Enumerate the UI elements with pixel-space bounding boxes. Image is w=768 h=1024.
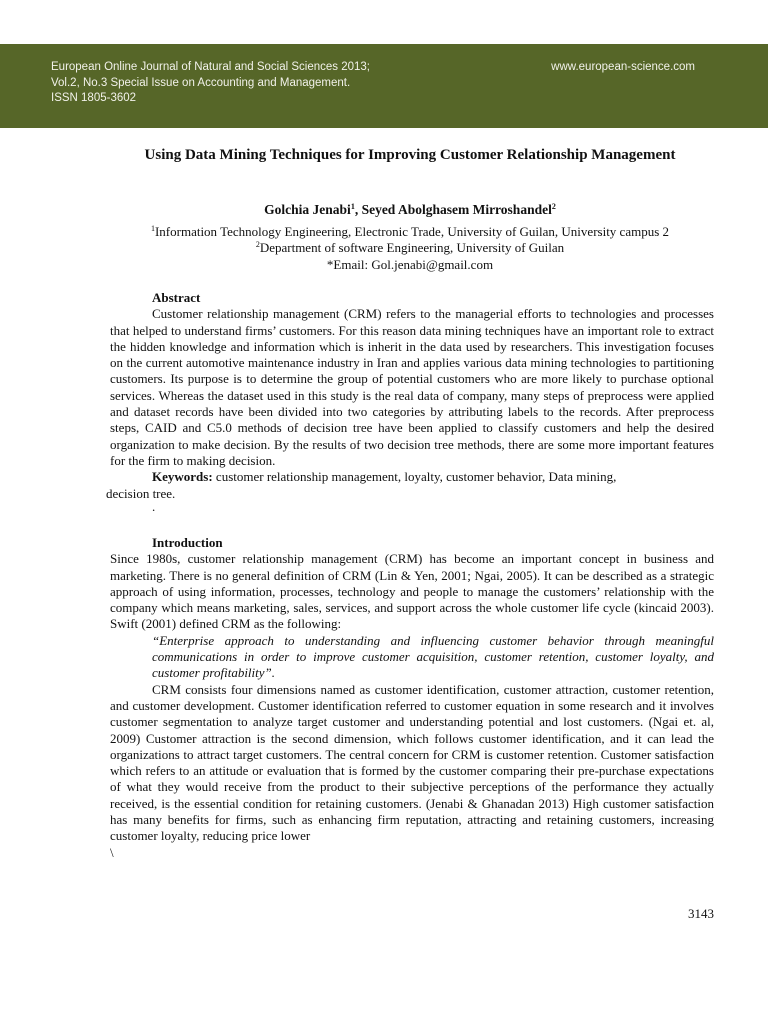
keywords-label: Keywords: [152, 469, 213, 485]
trailing-mark: \ [110, 844, 114, 860]
author-name: Golchia Jenabi [264, 202, 351, 217]
abstract-section [106, 290, 714, 514]
introduction-heading: Introduction [152, 535, 223, 550]
author-name: Seyed Abolghasem Mirroshandel [361, 202, 552, 217]
abstract-text: Customer relationship management (CRM) refers to the managerial efforts to technologies and processes that helped to understand firms’ customers. For this reason data mining techniques have an important role to extract the hidden knowledge and information which is inherit in the data used by researchers. This investigation focuses on the current automotive maintenance industry in Iran and applies various data mining technologies to partitioning customers. Its purpose is to determine the group of potential customers who are more likely to purchase optional services. Whereas the dataset used in this study is the real data of company, many steps of preprocess were applied and dataset records have been divided into two categories by attributing labels to the records. After preprocess steps, CAID and C5.0 methods of decision tree have been applied to classify customers and help the desired organization to make decision. By the results of two decision tree methods, there are some more important features for the firm to making decision. [110, 306, 714, 468]
page-number: 3143 [688, 906, 714, 921]
affiliation-text: Department of software Engineering, University of Guilan [259, 240, 565, 256]
author-affil-marker: 1 [350, 202, 355, 211]
contact-email[interactable]: *Email: Gol.jenabi@gmail.com [326, 256, 494, 272]
paragraph: Since 1980s, customer relationship management (CRM) has become an important concept in business and marketing. There is no general definition of CRM (Lin & Yen, 2001; Ngai, 2005). It can be described as a strategic approach of using information, processes, technology and people to manage the customers’ relationship with the company which means marketing, sales, services, and support across the whole customer life cycle (kincaid 2003). Swift (2001) defined CRM as the following: [110, 551, 714, 632]
journal-info [51, 60, 370, 107]
journal-name: European Online Journal of Natural and Social Sciences 2013; [51, 61, 371, 73]
journal-banner [0, 44, 768, 128]
affiliations [110, 224, 710, 273]
paragraph: CRM consists four dimensions named as customer identification, customer attraction, customer retention, and customer development. Customer identification referred to customer equation in some research and it involves customer segmentation to analyze target customer and understanding potential and lost customers. (Ngai et. al, 2009) Customer attraction is the second dimension, which follows customer identification, and it can lead the organizations to attract target customers. The central concern for CRM is customer retention. Customer satisfaction which refers to an attitude or evaluation that is formed by the customer comparing their pre-purchase expectations of what they would receive from the product to their subjective perceptions of the performance they actually received, is the essential condition for retaining customers. (Jenabi & Ghanadan 2013) High customer satisfaction has many benefits for firms, such as enhancing firm reputation, attracting and retaining customers, increasing customer loyalty, reducing price lower [110, 681, 714, 844]
affiliation [110, 224, 710, 240]
keywords [110, 469, 714, 485]
affiliation-text: Information Technology Engineering, Electronic Trade, University of Guilan, University campus 2 [154, 224, 670, 239]
author-affil-marker: 2 [551, 202, 556, 211]
affil-marker: 1 [150, 224, 155, 233]
affil-marker: 2 [255, 240, 260, 250]
introduction-section [110, 535, 714, 861]
keywords-continued: decision tree. [106, 485, 176, 501]
block-quote: “Enterprise approach to understanding and influencing customer behavior through meaningful communications in order to improve customer acquisition, customer retention, customer loyalty, and customer profitability”. [152, 632, 714, 681]
separator-dot: . [152, 498, 156, 514]
journal-website[interactable]: www.european-science.com [551, 61, 695, 73]
journal-volume: Vol.2, No.3 Special Issue on Accounting and Management. [51, 76, 351, 89]
abstract-heading: Abstract [152, 290, 201, 305]
journal-issn: ISSN 1805-3602 [51, 92, 137, 104]
author-separator: , [354, 202, 362, 217]
keywords-text: customer relationship management, loyalty, customer behavior, Data mining, [212, 469, 617, 485]
paper-title: Using Data Mining Techniques for Improving Customer Relationship Management [144, 147, 676, 163]
affiliation [110, 240, 710, 256]
paper-authors [110, 201, 710, 219]
